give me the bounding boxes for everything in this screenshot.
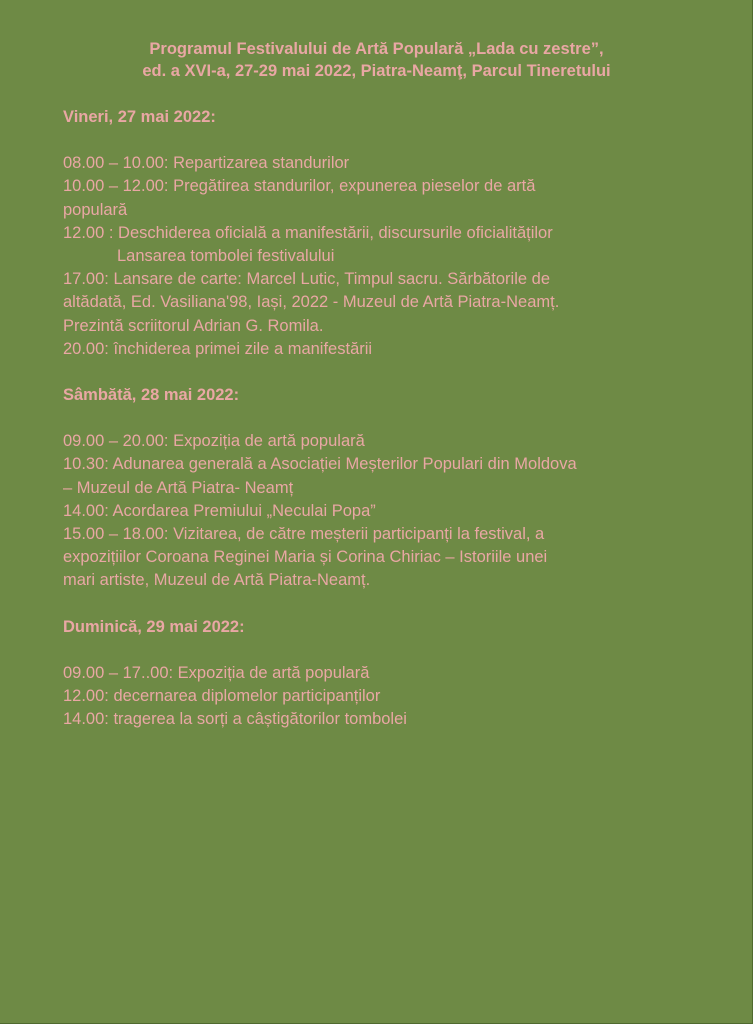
schedule-line: 12.00 : Deschiderea oficială a manifestării, discursurile oficialităților <box>63 223 553 242</box>
schedule-line: expozițiilor Coroana Reginei Maria și Corina Chiriac – Istoriile unei <box>63 548 548 567</box>
day-section-sunday <box>63 616 733 732</box>
schedule-line: 10.00 – 12.00: Pregătirea standurilor, expunerea pieselor de artă <box>63 177 536 196</box>
schedule-line: 15.00 – 18.00: Vizitarea, de către meșterii participanți la festival, a <box>63 525 545 544</box>
schedule-line: 20.00: închiderea primei zile a manifestării <box>63 339 373 358</box>
day-heading: Sâmbătă, 28 mai 2022: <box>63 386 240 405</box>
schedule-line: Lansarea tombolei festivalului <box>117 247 335 266</box>
schedule-line: mari artiste, Muzeul de Artă Piatra-Neamț. <box>63 571 371 590</box>
schedule-line: populară <box>63 200 128 219</box>
schedule-line: – Muzeul de Artă Piatra- Neamț <box>63 478 294 497</box>
schedule-line: 09.00 – 20.00: Expoziția de artă populară <box>63 432 365 451</box>
day-section-friday <box>63 106 733 361</box>
schedule-line: 12.00: decernarea diplomelor participanților <box>63 687 381 706</box>
day-heading: Duminică, 29 mai 2022: <box>63 617 245 636</box>
title-line-1: Programul Festivalului de Artă Populară „Lada cu zestre”, <box>149 40 604 58</box>
program-content <box>63 106 733 731</box>
schedule-line: altădată, Ed. Vasiliana'98, Iași, 2022 - Muzeul de Artă Piatra-Neamț. <box>63 293 560 312</box>
schedule-line: 08.00 – 10.00: Repartizarea standurilor <box>63 154 350 173</box>
schedule-line: 14.00: tragerea la sorți a câștigătorilor tombolei <box>63 710 407 729</box>
schedule-line: 17.00: Lansare de carte: Marcel Lutic, Timpul sacru. Sărbătorile de <box>63 270 550 289</box>
title-line-2: ed. a XVI-a, 27-29 mai 2022, Piatra-Neamţ, Parcul Tineretului <box>142 62 611 80</box>
schedule-line: 09.00 – 17..00: Expoziția de artă populară <box>63 663 370 682</box>
page-title <box>0 38 753 82</box>
schedule-line: 14.00: Acordarea Premiului „Neculai Popa” <box>63 501 376 520</box>
day-section-saturday <box>63 384 733 593</box>
schedule-line: Prezintă scriitorul Adrian G. Romila. <box>63 316 324 335</box>
schedule-line: 10.30: Adunarea generală a Asociației Meșterilor Populari din Moldova <box>63 455 577 474</box>
day-heading: Vineri, 27 mai 2022: <box>63 108 216 126</box>
